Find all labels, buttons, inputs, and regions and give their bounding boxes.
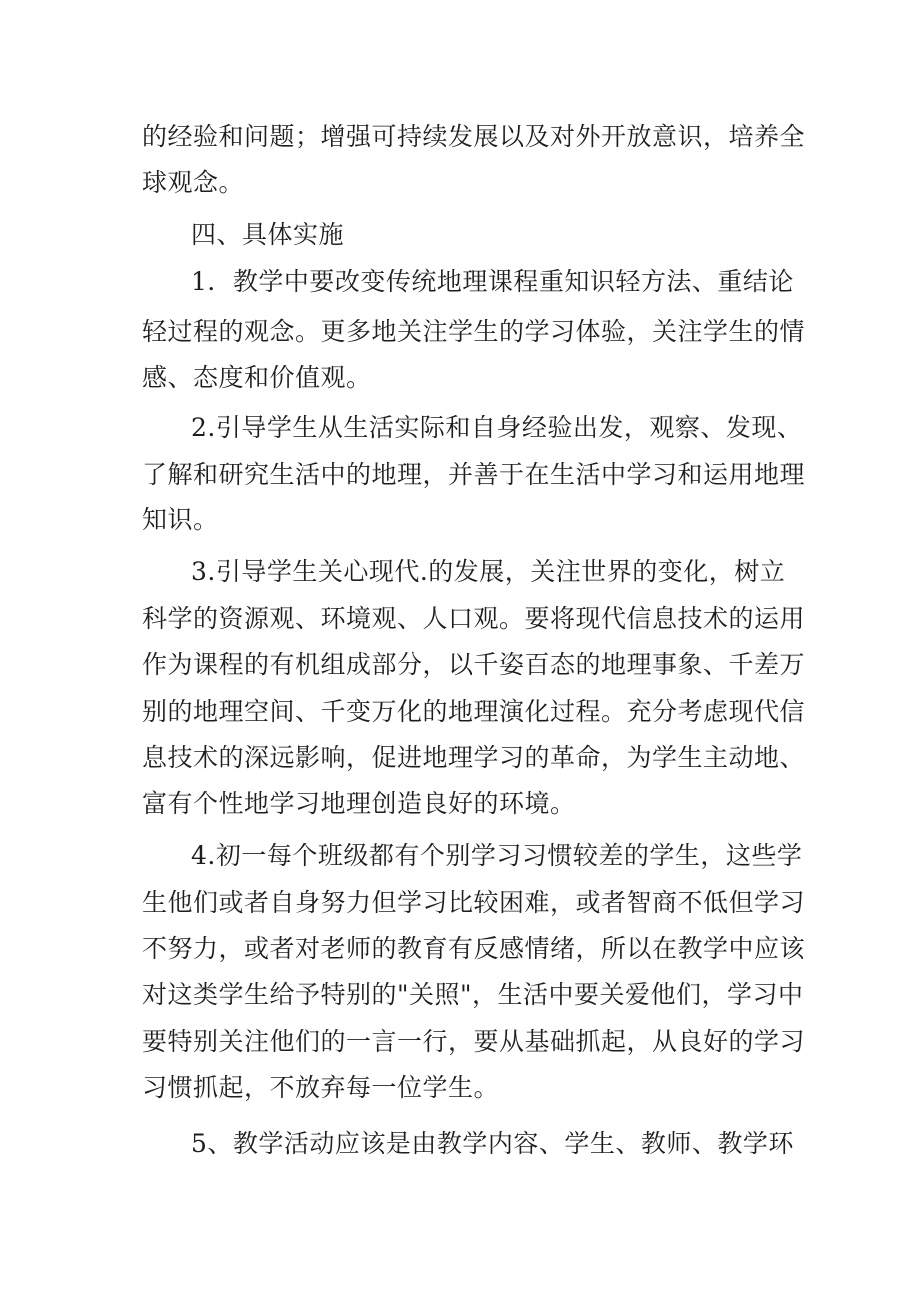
text-line: 习惯抓起，不放弃每一位学生。: [142, 1073, 500, 1102]
text-line: 富有个性地学习地理创造良好的环境。: [142, 789, 576, 818]
text-line: 知识。: [142, 505, 219, 534]
text-line: 4.初一每个班级都有个别学习习惯较差的学生，这些学: [191, 841, 803, 870]
text-line: 1．教学中要改变传统地理课程重知识轻方法、重结论: [191, 267, 794, 296]
section-heading: 四、具体实施: [191, 220, 345, 249]
text-line: 作为课程的有机组成部分，以千姿百态的地理事象、千差万: [142, 650, 806, 679]
text-line: 了解和研究生活中的地理，并善于在生活中学习和运用地理: [142, 460, 806, 489]
text-line: 2.引导学生从生活实际和自身经验出发，观察、发现、: [191, 413, 803, 442]
text-line: 的经验和问题；增强可持续发展以及对外开放意识，培养全: [142, 122, 806, 151]
text-line: 生他们或者自身努力但学习比较困难，或者智商不低但学习: [142, 888, 806, 917]
text-line: 对这类学生给予特别的"关照"，生活中要关爱他们，学习中: [142, 980, 804, 1009]
text-line: 别的地理空间、千变万化的地理演化过程。充分考虑现代信: [142, 697, 806, 726]
text-line: 球观念。: [142, 168, 245, 197]
text-line: 5、教学活动应该是由教学内容、学生、教师、教学环: [191, 1129, 794, 1158]
text-line: 轻过程的观念。更多地关注学生的学习体验，关注学生的情: [142, 317, 806, 346]
text-line: 不努力，或者对老师的教育有反感情绪，所以在教学中应该: [142, 934, 806, 963]
text-line: 感、态度和价值观。: [142, 363, 372, 392]
text-line: 3.引导学生关心现代.的发展，关注世界的变化，树立: [191, 557, 786, 586]
text-line: 科学的资源观、环境观、人口观。要将现代信息技术的运用: [142, 604, 806, 633]
text-line: 要特别关注他们的一言一行，要从基础抓起，从良好的学习: [142, 1027, 806, 1056]
text-line: 息技术的深远影响，促进地理学习的革命，为学生主动地、: [142, 743, 806, 772]
